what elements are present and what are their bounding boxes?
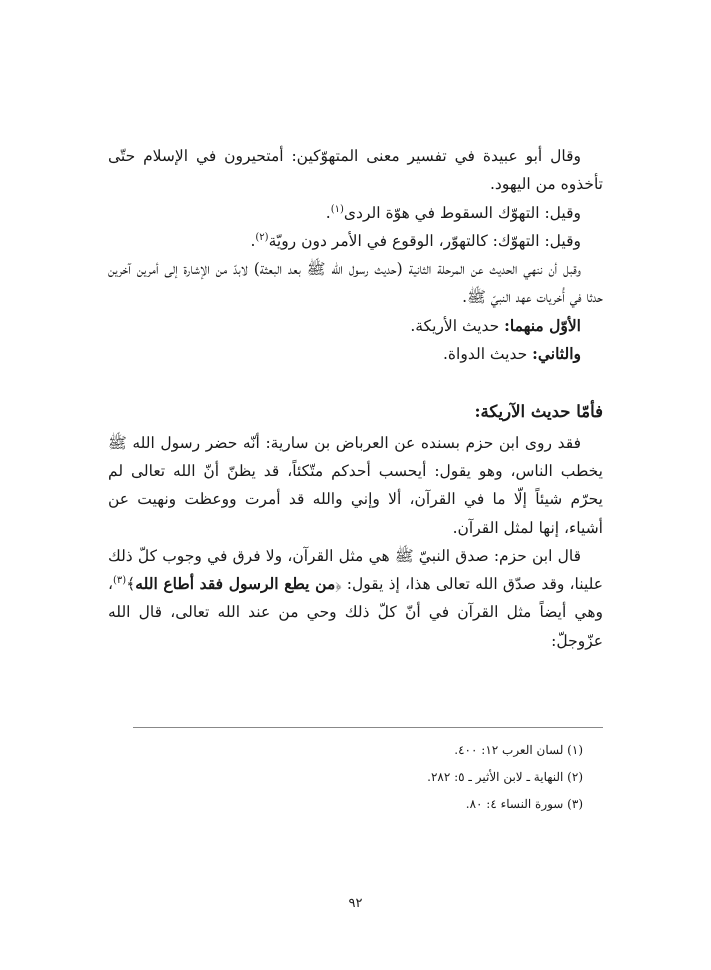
item-second (108, 340, 603, 368)
item-first-label: الأوّل منهما: (504, 315, 581, 335)
item-second-text: حديث الدواة. (443, 345, 528, 364)
footnote-3: (٣) سورة النساء ٤: ٨٠. (465, 797, 583, 811)
section-heading: فأمّا حديث الآريكة: (474, 402, 603, 422)
item-second-label: والثاني: (532, 344, 581, 364)
paragraph-second-stage: وقبل أن ننهي الحديث عن المرحلة الثانية (حديث رسول الله ﷺ بعد البعثة) لابدّ من الإشارة إلى أمرين آخرين حدثا في أُخريات عهد النبيّ ﷺ. (108, 260, 603, 307)
quote-close: ﴾ (126, 575, 136, 594)
comment-tail: ، وهي أيضاً مثل القرآن في أنّ كلّ ذلك وحي من عند الله تعالى، قال الله عزّوجلّ: (108, 575, 603, 650)
footnotes (108, 737, 603, 818)
item-first (108, 312, 603, 340)
footnote-2: (٢) النهاية ـ لابن الأثير ـ ٥: ٢٨٢. (427, 770, 583, 784)
footnote-1: (١) لسان العرب ١٢: ٤٠٠. (454, 743, 583, 757)
main-text (108, 142, 603, 655)
paragraph-ibn-hazm-narration: فقد روى ابن حزم بسنده عن العرباض بن سارية: أنّه حضر رسول الله ﷺ يخطب الناس، وهو يقول: أيحسب أحدكم متّكئاً، قد يظنّ أنّ الله تعالى لم يحرّم شيئاً إلّا ما في القرآن، ألا وإني والله قد أمرت ووعظت ونهيت عن أشياء، إنها لمثل القرآن. (108, 433, 603, 537)
footnote-ref-3: (٣) (113, 575, 127, 586)
footnote-divider (133, 727, 603, 728)
paragraph-text: وقيل: التهوّك: كالتهوّر، الوقوع في الأمر دون رويّة (268, 231, 581, 250)
paragraph-tahawwuk-2: وقيل: التهوّك: كالتهوّر، الوقوع في الأمر دون رويّة$^{(٢)}$. (250, 231, 581, 250)
paragraph-text: وقيل: التهوّك السقوط في هوّة الردى (343, 203, 581, 222)
item-first-text: حديث الأريكة. (410, 316, 500, 335)
paragraph-ibn-hazm-comment (108, 542, 603, 655)
footnote-ref-1: (١) (330, 203, 344, 215)
quran-quote: من يطع الرسول فقد أطاع الله (135, 574, 336, 594)
comment-text: قال ابن حزم: صدق النبيّ ﷺ هي مثل القرآن، ولا فرق في وجوب كلّ ذلك علينا، وقد صدّق الله تعالى هذا، إذ يقول: ﴿ (108, 546, 604, 594)
paragraph-abu-ubayda: وقال أبو عبيدة في تفسير معنى المتهوّكين: أمتحيرون في الإسلام حتّى تأخذوه من اليهود. (108, 147, 603, 194)
paragraph-tahawwuk-1: وقيل: التهوّك السقوط في هوّة الردى$^{(١)}$. (325, 203, 581, 222)
footnote-ref-2: (٢) (255, 231, 269, 243)
page-number: ٩٢ (348, 896, 363, 911)
